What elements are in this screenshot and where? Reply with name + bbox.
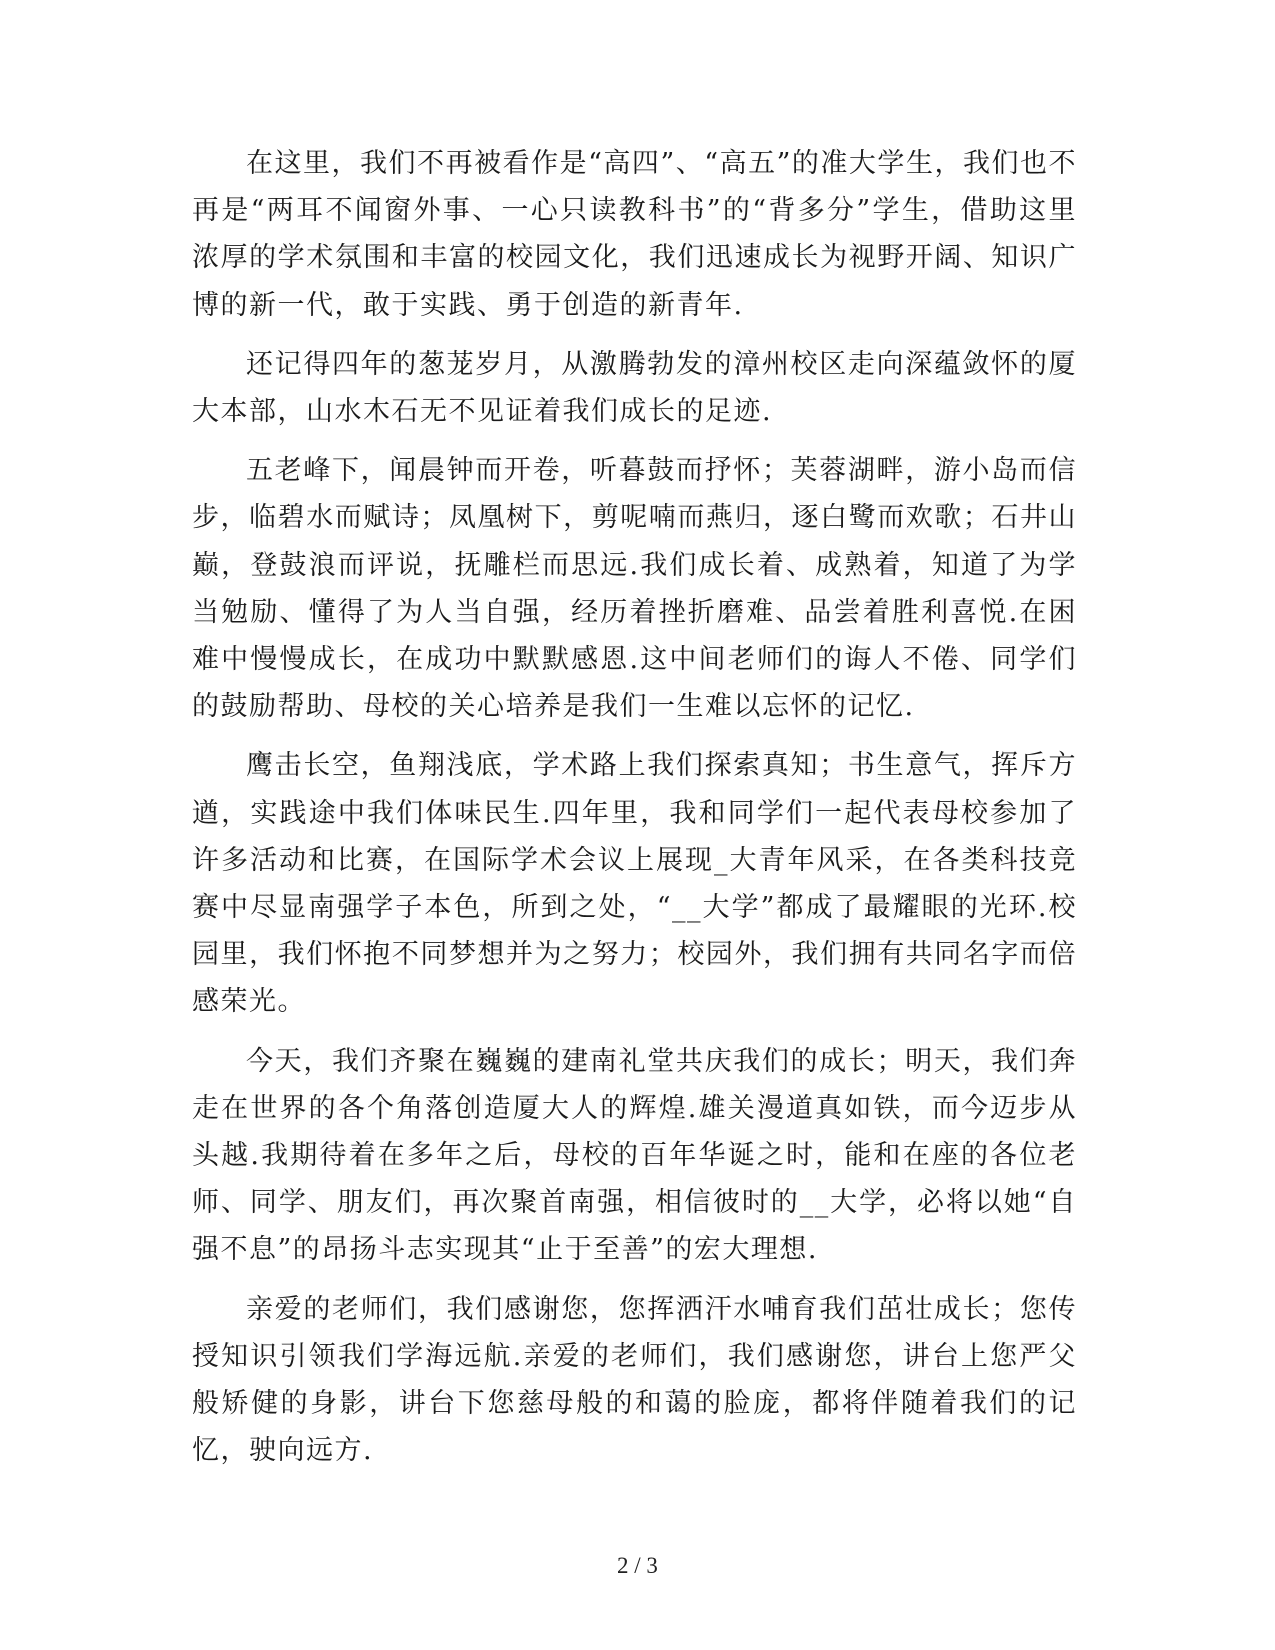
page-number: 2 / 3: [617, 1553, 658, 1578]
paragraph-2: 还记得四年的葱茏岁月，从激腾勃发的漳州校区走向深蕴敛怀的厦大本部，山水木石无不见证着我们成长的足迹.: [192, 348, 1077, 428]
paragraph-5: 今天，我们齐聚在巍巍的建南礼堂共庆我们的成长；明天，我们奔走在世界的各个角落创造厦大人的辉煌.雄关漫道真如铁，而今迈步从头越.我期待着在多年之后，母校的百年华诞之时，能和在座的各位老师、同学、朋友们，再次聚首南强，相信彼时的__大学，必将以她“自强不息”的昂扬斗志实现其“止于至善”的宏大理想.: [192, 1045, 1077, 1266]
paragraph-4: 鹰击长空，鱼翔浅底，学术路上我们探索真知；书生意气，挥斥方遒，实践途中我们体味民生.四年里，我和同学们一起代表母校参加了许多活动和比赛，在国际学术会议上展现_大青年风采，在各类科技竞赛中尽显南强学子本色，所到之处，“__大学”都成了最耀眼的光环.校园里，我们怀抱不同梦想并为之努力；校园外，我们拥有共同名字而倍感荣光。: [192, 750, 1077, 1018]
document-body: [192, 140, 1077, 1486]
paragraph-6: 亲爱的老师们，我们感谢您，您挥洒汗水哺育我们茁壮成长；您传授知识引领我们学海远航.亲爱的老师们，我们感谢您，讲台上您严父般矫健的身影，讲台下您慈母般的和蔼的脸庞，都将伴随着我们的记忆，驶向远方.: [192, 1293, 1077, 1467]
paragraph-1: 在这里，我们不再被看作是“高四”、“高五”的准大学生，我们也不再是“两耳不闻窗外事、一心只读教科书”的“背多分”学生，借助这里浓厚的学术氛围和丰富的校园文化，我们迅速成长为视野开阔、知识广博的新一代，敢于实践、勇于创造的新青年.: [192, 148, 1077, 321]
paragraph-3: 五老峰下，闻晨钟而开卷，听暮鼓而抒怀；芙蓉湖畔，游小岛而信步，临碧水而赋诗；凤凰树下，剪呢喃而燕归，逐白鹭而欢歌；石井山巅，登鼓浪而评说，抚雕栏而思远.我们成长着、成熟着，知道了为学当勉励、懂得了为人当自强，经历着挫折磨难、品尝着胜利喜悦.在困难中慢慢成长，在成功中默默感恩.这中间老师们的诲人不倦、同学们的鼓励帮助、母校的关心培养是我们一生难以忘怀的记忆.: [192, 455, 1077, 723]
